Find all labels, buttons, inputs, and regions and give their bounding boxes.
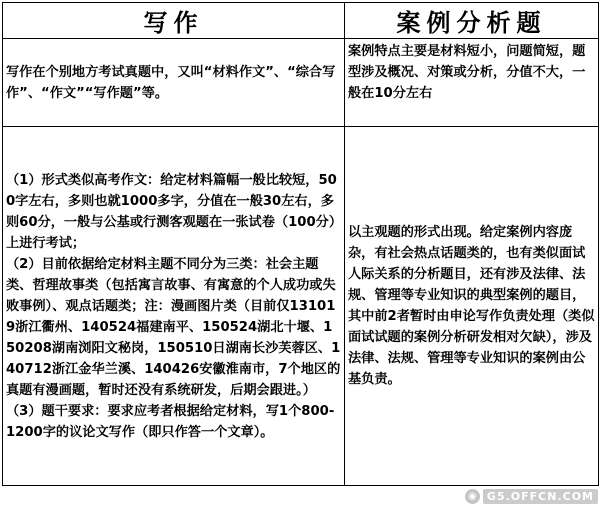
writing-details xyxy=(3,168,344,445)
writing-point-2: （2）目前依据给定材料主题不同分为三类：社会主题类、哲理故事类（包括寓言故事、有寓意的个人成功或失败事例）、观点话题类；注：漫画图片类（目前仅131019浙江衢州、140524福建南平、150524湖北十堰、150208湖南浏阳文秘岗，150510日湖南长沙芙蓉区、140712浙江金华兰溪、140426安徽淮南市，7个地区的真题有漫画题，暂时还没有系统研发，后期会跟进。） xyxy=(6,256,341,398)
writing-alias-text: 写作在个别地方考试真题中，又叫“材料作文”、“综合写作”、“作文”“写作题”等。 xyxy=(6,64,336,101)
watermark-logo-icon: ◉ xyxy=(465,489,480,504)
writing-point-1: （1）形式类似高考作文：给定材料篇幅一般比较短，500字左右，多则也就1000多字，分值在一般30左右，多则60分，一般与公基或行测客观题在一张试卷（100分）上进行考试； xyxy=(6,172,337,251)
table-row xyxy=(3,127,599,486)
case-features-text: 案例特点主要是材料短小，问题简短，题型涉及概况、对策或分析，分值不大，一般在10分左右 xyxy=(348,44,586,102)
writing-point-3: （3）题干要求：要求应考者根据给定材料，写1个800-1200字的议论文写作（即只作答一个文章）。 xyxy=(6,403,335,440)
watermark-text: G5.OFFCN.COM xyxy=(483,489,598,504)
watermark xyxy=(465,486,598,506)
header-row xyxy=(3,3,599,39)
comparison-table xyxy=(2,2,599,486)
table-row xyxy=(3,39,599,127)
header-case-analysis: 案例分析题 xyxy=(345,3,599,39)
case-details-text: 以主观题的形式出现。给定案例内容庞杂，有社会热点话题类的，也有类似面试人际关系的分析题目，还有涉及法律、法规、管理等专业知识的典型案例的题目，其中前2者暂时由申论写作负责处理（类似面试试题的案例分析研发相对欠缺），涉及法律、法规、管理等专业知识的案例由公基负责。 xyxy=(348,225,595,388)
header-writing: 写作 xyxy=(3,3,345,39)
